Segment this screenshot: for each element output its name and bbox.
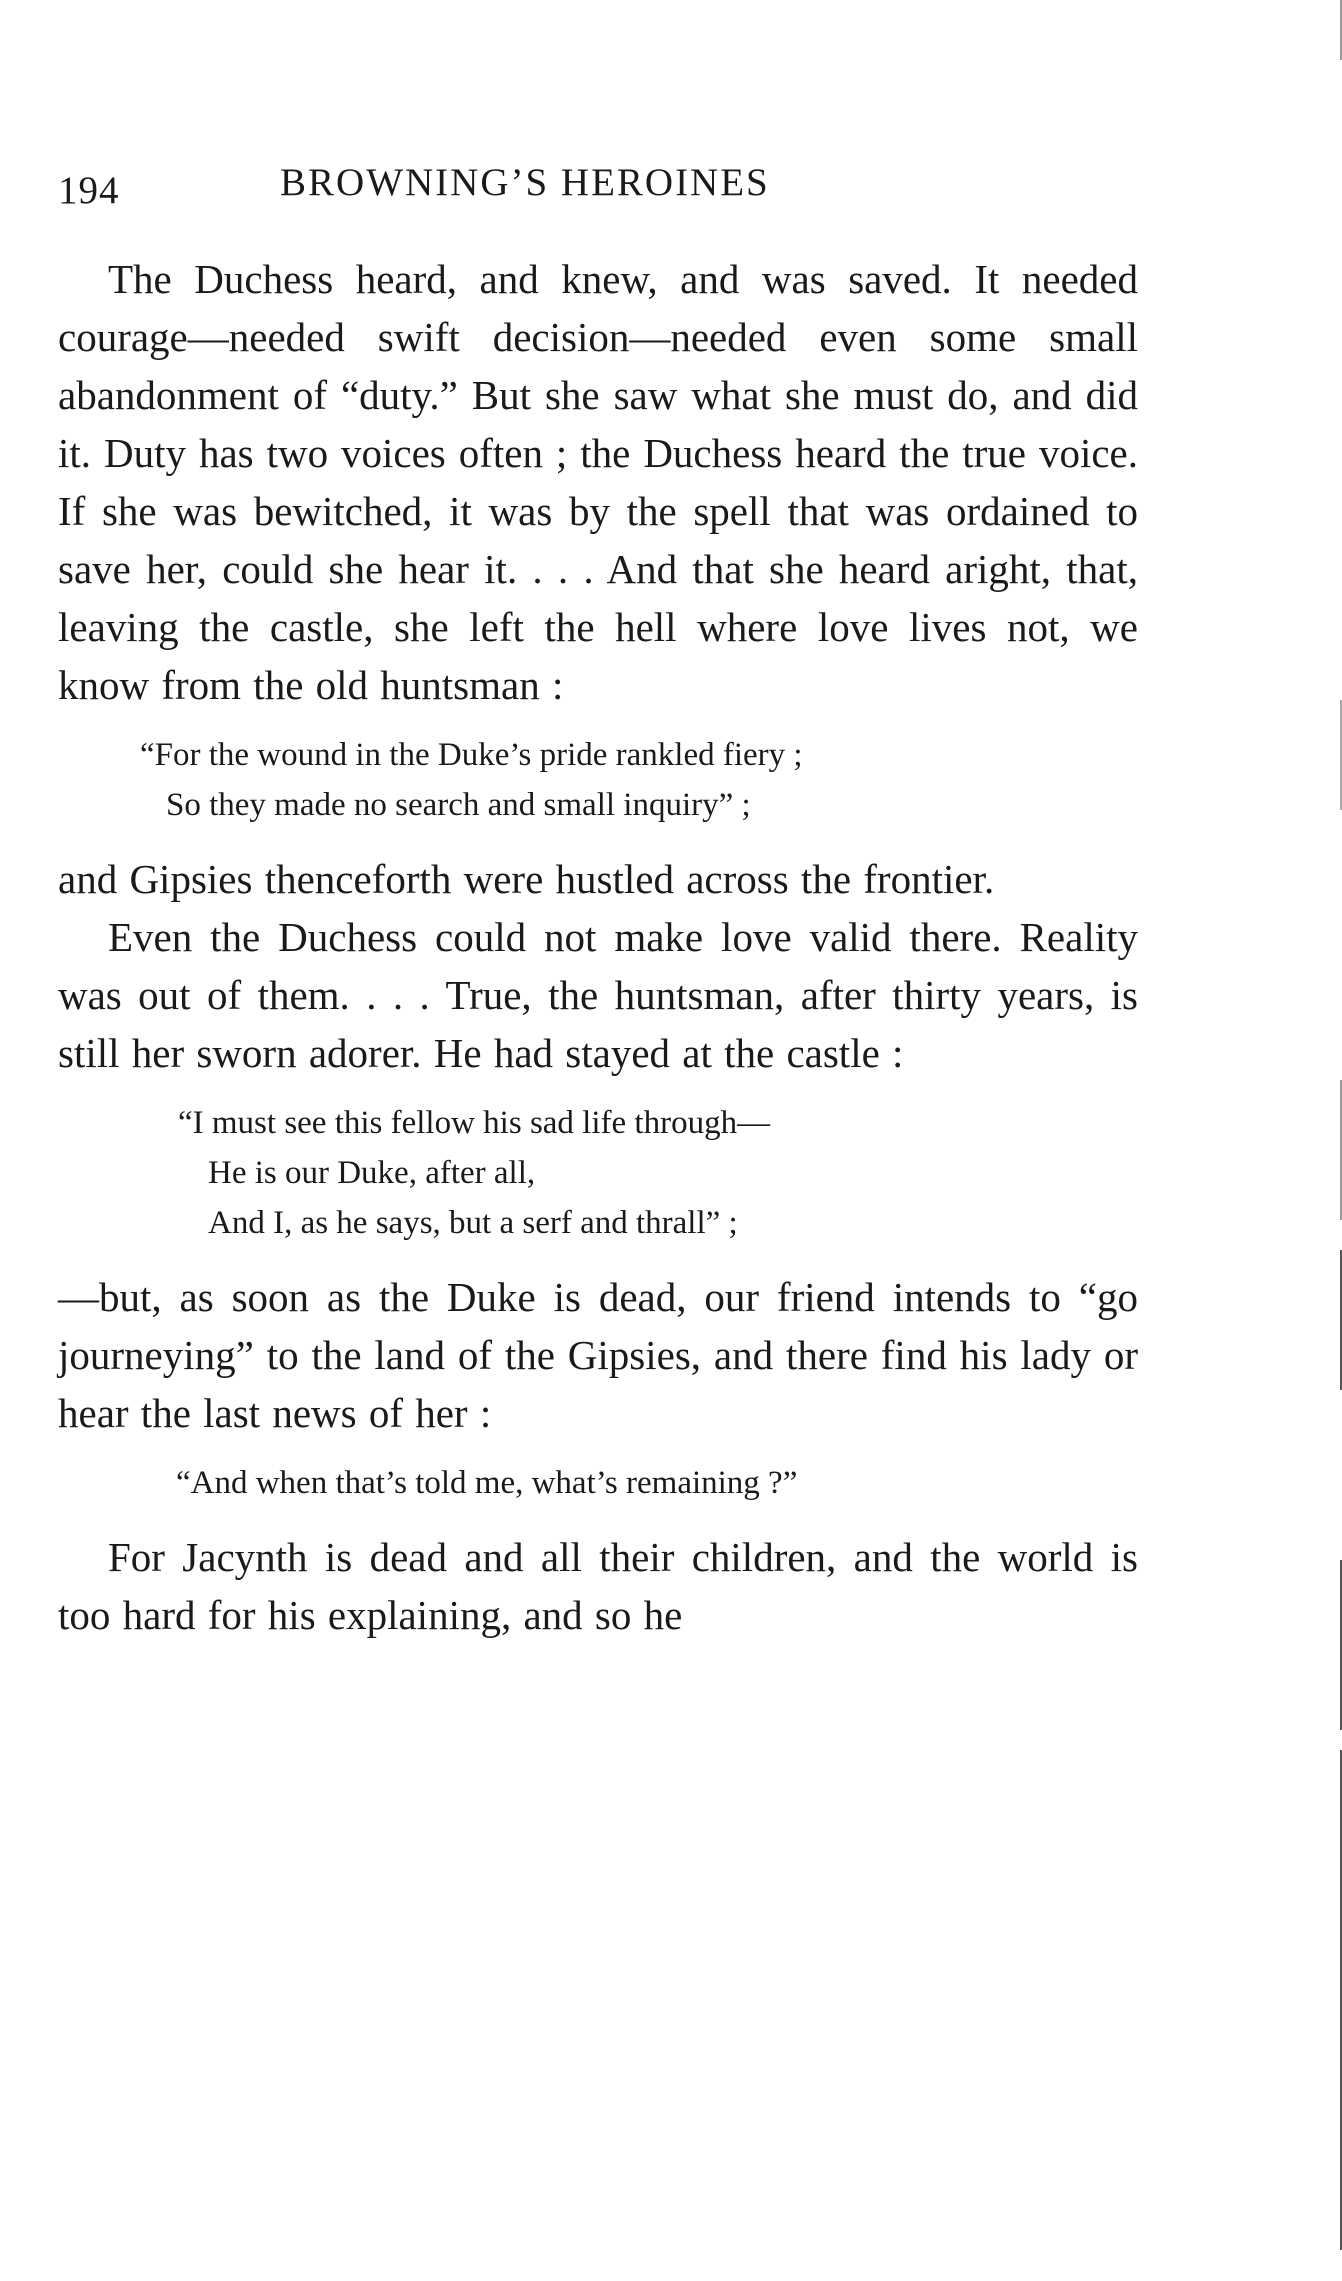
paragraph-3: Even the Duchess could not make love valid there. Reality was out of them. . . . True, the huntsman, after thirty years, is still her sworn adorer. He had stayed at the castle : — [58, 914, 1138, 1076]
book-page — [58, 0, 1138, 2281]
scan-edge-marks — [1312, 0, 1342, 2281]
verse-line: He is our Duke, after all, — [208, 1155, 536, 1191]
verse-line: “And when that’s told me, what’s remaining ?” — [176, 1465, 798, 1501]
paragraph-5: For Jacynth is dead and all their children, and the world is too hard for his explaining, and so he — [58, 1534, 1138, 1638]
page-header — [58, 160, 1138, 220]
paragraph-2: and Gipsies thenceforth were hustled across the frontier. — [58, 856, 995, 902]
verse-quote-1 — [58, 714, 1138, 850]
verse-quote-3 — [58, 1442, 1138, 1528]
running-title: BROWNING’S HEROINES — [280, 161, 770, 204]
verse-line: So they made no search and small inquiry” ; — [166, 787, 751, 823]
page-number: 194 — [58, 169, 120, 212]
body-text — [58, 250, 1138, 1644]
verse-quote-2 — [58, 1082, 1138, 1268]
verse-line: “For the wound in the Duke’s pride rankled fiery ; — [140, 737, 803, 773]
verse-line: “I must see this fellow his sad life through— — [178, 1105, 771, 1141]
paragraph-1: The Duchess heard, and knew, and was saved. It needed courage—needed swift decision—needed even some small abandonment of “duty.” But she saw what she must do, and did it. Duty has two voices often ; the Duchess heard the true voice. If she was bewitched, it was by the spell that was ordained to save her, could she hear it. . . . And that she heard aright, that, leaving the castle, she left the hell where love lives not, we know from the old huntsman : — [58, 256, 1138, 708]
paragraph-4: —but, as soon as the Duke is dead, our friend intends to “go journeying” to the land of the Gipsies, and there find his lady or hear the last news of her : — [58, 1274, 1138, 1436]
verse-line: And I, as he says, but a serf and thrall” ; — [208, 1205, 738, 1241]
